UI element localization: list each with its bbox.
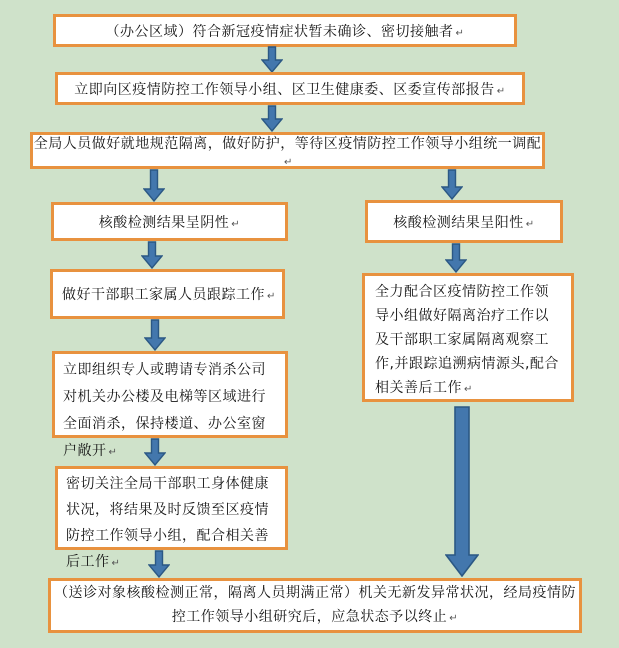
flow-step-negative-text: 核酸检测结果呈阴性 (98, 214, 230, 231)
return-mark-icon: ↵ (455, 27, 465, 39)
flow-step-disinfect (52, 351, 288, 459)
arrow-report-to-quarantine-icon (261, 105, 283, 132)
arrow-quarantine-to-negative-icon (143, 169, 165, 202)
flow-step-end (48, 578, 582, 633)
flow-step-family-tracking (50, 269, 285, 319)
flow-step-quarantine-text-wrap (33, 133, 542, 169)
return-mark-icon: ↵ (231, 218, 241, 230)
flow-step-health-monitor (55, 466, 288, 570)
flow-step-start-text: （办公区域）符合新冠疫情症状暂未确诊、密切接触者 (105, 23, 454, 40)
flow-step-end-text-wrap (51, 581, 579, 631)
return-mark-icon: ↵ (284, 156, 293, 168)
flow-step-report (55, 72, 525, 105)
flow-step-positive-text-wrap (393, 212, 534, 232)
flow-step-positive-text: 核酸检测结果呈阳性 (393, 214, 524, 231)
flow-step-start-text-wrap (106, 21, 465, 41)
return-mark-icon: ↵ (464, 384, 473, 395)
arrow-disinfect-to-health-icon (144, 438, 166, 466)
arrow-start-to-report-icon (261, 46, 283, 73)
arrow-positive-to-cooperate-icon (445, 243, 467, 273)
return-mark-icon: ↵ (108, 447, 118, 458)
flow-step-quarantine-text: 全局人员做好就地规范隔离，做好防护，等待区疫情防控工作领导小组统一调配 (33, 135, 542, 152)
flow-step-cooperate (362, 273, 574, 402)
arrow-health-to-end-icon (148, 550, 170, 578)
flow-step-end-text: （送诊对象核酸检测正常，隔离人员期满正常）机关无新发异常状况，经局疫情防控工作领导小组研究后，应急状态予以终止 (54, 584, 576, 625)
arrow-negative-to-family-icon (141, 241, 163, 269)
flow-step-disinfect-text: 立即组织专人或聘请专消杀公司对机关办公楼及电梯等区域进行全面消杀，保持楼道、办公室窗户敞开 (63, 362, 266, 459)
flow-step-report-text: 立即向区疫情防控工作领导小组、区卫生健康委、区委宣传部报告 (74, 81, 495, 98)
return-mark-icon: ↵ (525, 218, 535, 230)
arrow-cooperate-to-end-icon (445, 406, 479, 577)
flow-step-cooperate-text: 全力配合区疫情防控工作领导小组做好隔离治疗工作以及干部职工家属隔离观察工作,并跟踪追溯病情源头,配合相关善后工作 (375, 284, 559, 396)
return-mark-icon: ↵ (449, 612, 459, 624)
return-mark-icon: ↵ (111, 558, 121, 569)
flow-step-health-text: 密切关注全局干部职工身体健康状况，将结果及时反馈至区疫情防控工作领导小组，配合相关善后工作 (66, 476, 269, 570)
flow-step-family-text-wrap (62, 284, 276, 304)
flow-step-start (53, 14, 517, 47)
arrow-family-to-disinfect-icon (144, 319, 166, 351)
return-mark-icon: ↵ (496, 85, 506, 97)
return-mark-icon: ↵ (267, 291, 276, 302)
flow-step-report-text-wrap (74, 79, 505, 99)
flow-step-positive-result (365, 200, 563, 243)
flow-step-negative-text-wrap (99, 212, 240, 232)
flow-step-quarantine (30, 132, 545, 169)
flow-step-family-text: 做好干部职工家属人员跟踪工作 (62, 287, 265, 303)
flow-step-negative-result (51, 202, 288, 241)
arrow-quarantine-to-positive-icon (441, 169, 463, 200)
